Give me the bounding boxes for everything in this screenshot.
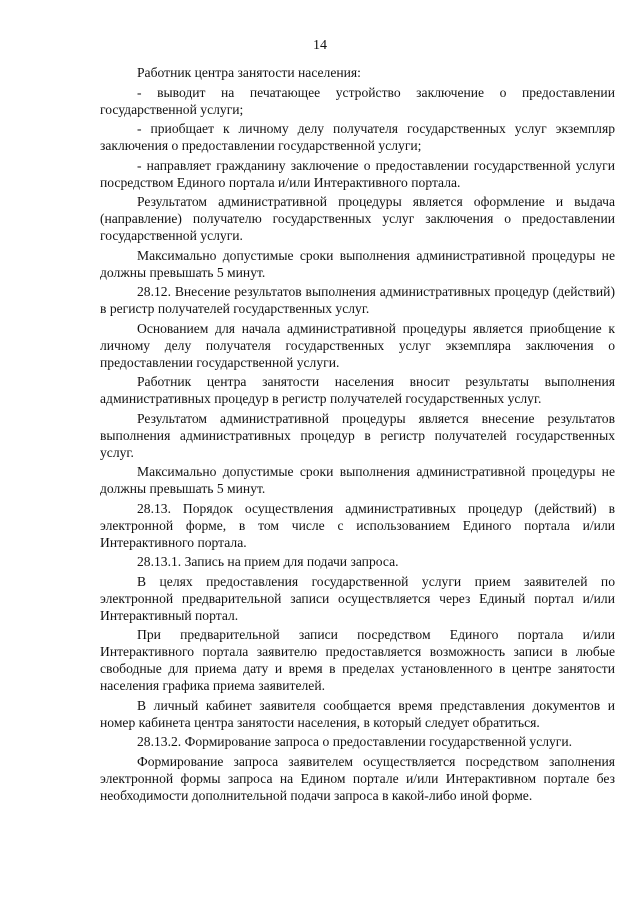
list-item: - направляет гражданину заключение о предоставлении государственной услуги посредством Единого портала и/или Интерактивного портала. (100, 157, 615, 190)
paragraph: Работник центра занятости населения вносит результаты выполнения административных процедур в регистр получателей государственных услуг. (100, 374, 615, 406)
paragraph: Максимально допустимые сроки выполнения административной процедуры не должны превышать 5 минут. (100, 247, 615, 280)
paragraph: Работник центра занятости населения: (137, 65, 361, 80)
paragraph: Результатом административной процедуры является оформление и выдача (направление) получателю государственных услуг заключения о предоставлении государственной услуги. (100, 194, 615, 243)
section-heading: 28.13. Порядок осуществления административных процедур (действий) в электронной форме, в том числе с использованием Единого портала и/или Интерактивного портала. (100, 500, 615, 550)
paragraph: При предварительной записи посредством Единого портала и/или Интерактивного портала заявителю предоставляется возможность записи в любые свободные для приема дату и время в пределах установленного в центре занятости населения графика приема заявителей. (100, 627, 615, 693)
paragraph: Основанием для начала административной процедуры является приобщение к личному делу получателя государственных услуг экземпляра заключения о предоставлении государственной услуги. (100, 320, 615, 370)
paragraph: В личный кабинет заявителя сообщается время представления документов и номер кабинета центра занятости населения, в который следует обратиться. (100, 697, 615, 730)
page-number: 14 (313, 38, 327, 53)
paragraph: Формирование запроса заявителем осуществляется посредством заполнения электронной формы запроса на Едином портале и/или Интерактивном портале без необходимости дополнительной подачи запроса в какой-либо иной форме. (100, 753, 615, 803)
paragraph: Максимально допустимые сроки выполнения административной процедуры не должны превышать 5 минут. (100, 464, 615, 496)
list-item: - выводит на печатающее устройство заключение о предоставлении государственной услуги; (100, 84, 615, 117)
paragraph: Результатом административной процедуры является внесение результатов выполнения административных процедур в регистр получателей государственных услуг. (100, 410, 615, 460)
list-item: - приобщает к личному делу получателя государственных услуг экземпляр заключения о предоставлении государственной услуги; (100, 121, 615, 153)
document-body (100, 64, 615, 806)
paragraph: В целях предоставления государственной услуги прием заявителей по электронной предварительной записи осуществляется через Единый портал и/или Интерактивный портал. (100, 573, 615, 623)
subsection-heading: 28.13.2. Формирование запроса о предоставлении государственной услуги. (137, 734, 573, 749)
subsection-heading: 28.13.1. Запись на прием для подачи запроса. (137, 554, 399, 569)
section-heading: 28.12. Внесение результатов выполнения административных процедур (действий) в регистр получателей государственных услуг. (100, 284, 615, 316)
